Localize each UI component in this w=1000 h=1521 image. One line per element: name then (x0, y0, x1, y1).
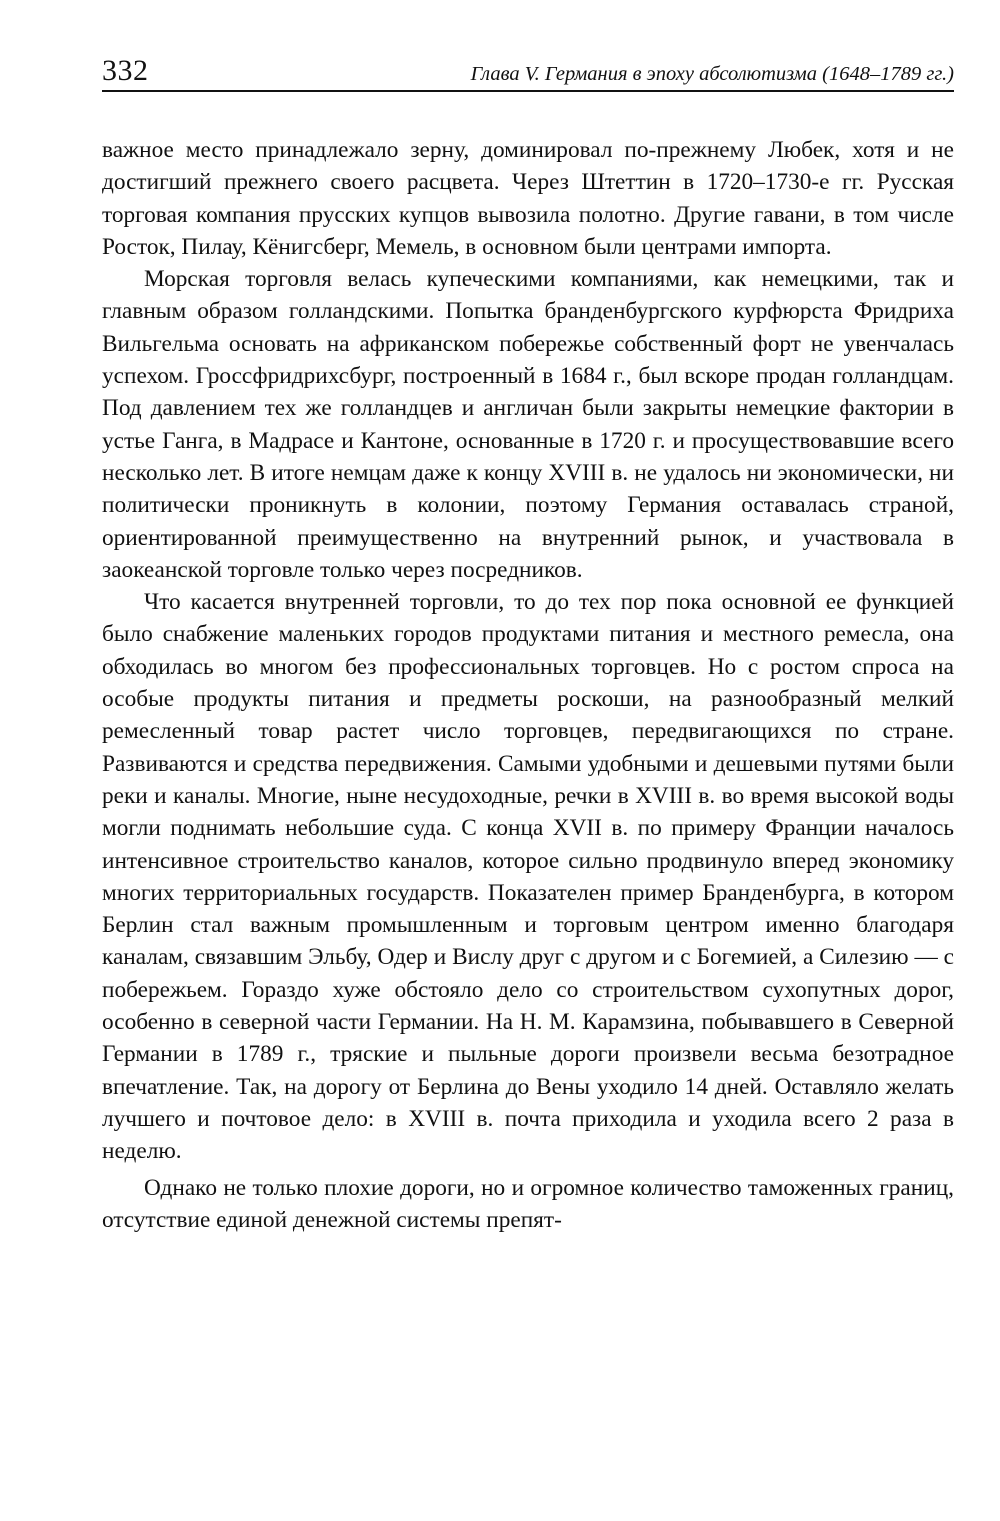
book-page (102, 42, 954, 1236)
chapter-title: Глава V. Германия в эпоху абсолютизма (1648–1789 гг.) (470, 62, 954, 85)
paragraph-internal-trade: Что касается внутренней торговли, то до тех пор пока основной ее функцией было снабжение маленьких городов продуктами питания и местного ремесла, она обходилась во многом без профессиональных торговцев. Но с ростом спроса на особые продукты питания и предметы роскоши, на разнообразный мелкий ремесленный товар растет число торговцев, передвигающихся по стране. Развиваются и средства передвижения. Самыми удобными и дешевыми путями были реки и каналы. Многие, ныне несудоходные, речки в XVIII в. во время высокой воды могли поднимать небольшие суда. С конца XVII в. по примеру Франции началось интенсивное строительство каналов, которое сильно продвинуло вперед экономику многих территориальных государств. Показателен пример Бранденбурга, в котором Берлин стал важным промышленным и торговым центром именно благодаря каналам, связавшим Эльбу, Одер и Вислу друг с другом и с Богемией, а Силезию — с побережьем. Гораздо хуже обстояло дело со строительством сухопутных дорог, особенно в северной части Германии. На Н. М. Карамзина, побывавшего в Северной Германии в 1789 г., тряские и пыльные дороги произвели весьма безотрадное впечатление. Так, на дорогу от Берлина до Вены уходило 14 дней. Оставляло желать лучшего и почтовое дело: в XVIII в. почта приходила и уходила всего 2 раза в неделю. (102, 589, 954, 1165)
paragraph-maritime-trade: Морская торговля велась купеческими компаниями, как немецкими, так и главным образом голландскими. Попытка бранденбургского курфюрста Фридриха Вильгельма основать на африканском побережье собственный форт не увенчалась успехом. Гроссфридрихсбург, построенный в 1684 г., был вскоре продан голландцам. Под давлением тех же голландцев и англичан были закрыты немецкие фактории в устье Ганга, в Мадрасе и Кантоне, основанные в 1720 г. и просуществовавшие всего несколько лет. В итоге немцам даже к концу XVIII в. не удалось ни экономически, ни политически проникнуть в колонии, поэтому Германия оставалась страной, ориентированной преимущественно на внутренний рынок, и участвовала в заокеанской торговле только через посредников. (102, 266, 954, 583)
running-head (102, 42, 954, 92)
body-text (102, 134, 954, 1236)
paragraph-customs: Однако не только плохие дороги, но и огромное количество таможенных границ, отсутствие единой денежной системы препят- (102, 1174, 954, 1233)
paragraph-continued: важное место принадлежало зерну, доминировал по-прежнему Любек, хотя и не достигший прежнего своего расцвета. Через Штеттин в 1720–1730-е гг. Русская торговая компания прусских купцов вывозила полотно. Другие гавани, в том числе Росток, Пилау, Кёнигсберг, Мемель, в основном были центрами импорта. (102, 137, 954, 260)
page-number: 332 (102, 54, 149, 87)
